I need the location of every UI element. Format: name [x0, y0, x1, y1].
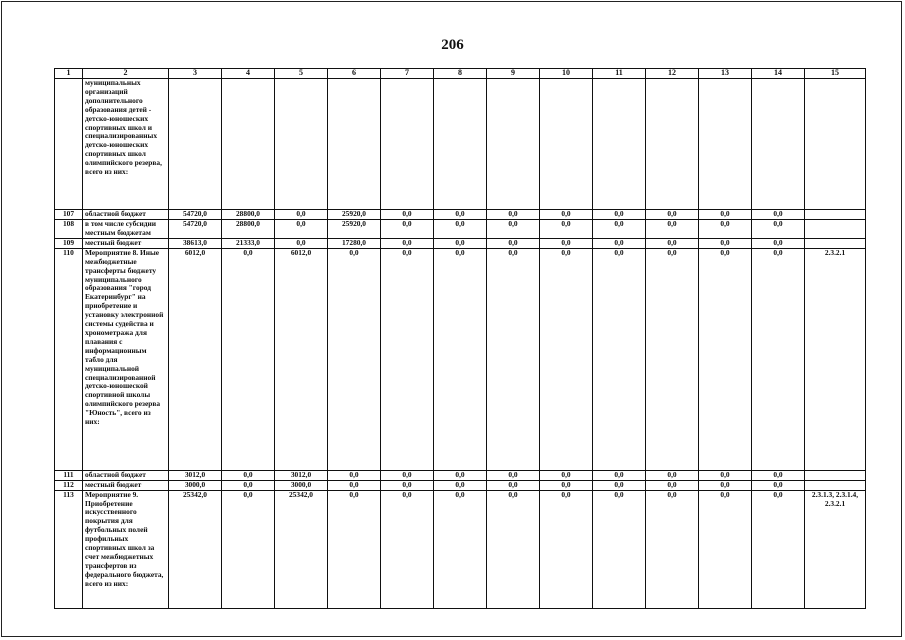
value-cell [381, 79, 434, 210]
value-cell: 0,0 [646, 470, 699, 480]
value-cell: 3000,0 [275, 480, 328, 490]
value-cell: 0,0 [646, 210, 699, 220]
col-header: 3 [169, 69, 222, 79]
row-description: местный бюджет [83, 480, 169, 490]
value-cell: 0,0 [646, 238, 699, 248]
target-indicator-cell [805, 219, 866, 238]
value-cell: 0,0 [540, 248, 593, 470]
value-cell: 0,0 [646, 490, 699, 608]
value-cell: 25920,0 [328, 210, 381, 220]
value-cell [275, 79, 328, 210]
table-row [55, 219, 866, 238]
value-cell: 0,0 [487, 480, 540, 490]
value-cell: 17280,0 [328, 238, 381, 248]
col-header: 10 [540, 69, 593, 79]
value-cell: 6012,0 [275, 248, 328, 470]
row-number: 111 [55, 470, 83, 480]
table-row [55, 238, 866, 248]
value-cell: 3012,0 [169, 470, 222, 480]
value-cell: 0,0 [593, 248, 646, 470]
value-cell: 0,0 [328, 470, 381, 480]
target-indicator-cell: 2.3.2.1 [805, 248, 866, 470]
row-description: областной бюджет [83, 210, 169, 220]
row-number [55, 79, 83, 210]
col-header: 15 [805, 69, 866, 79]
value-cell: 0,0 [487, 470, 540, 480]
value-cell: 28800,0 [222, 219, 275, 238]
value-cell: 0,0 [328, 248, 381, 470]
value-cell: 0,0 [540, 210, 593, 220]
value-cell: 0,0 [593, 490, 646, 608]
value-cell: 0,0 [699, 470, 752, 480]
value-cell: 0,0 [540, 219, 593, 238]
value-cell: 0,0 [434, 480, 487, 490]
value-cell [593, 79, 646, 210]
value-cell: 0,0 [222, 480, 275, 490]
target-indicator-cell [805, 210, 866, 220]
value-cell: 0,0 [434, 490, 487, 608]
col-header: 5 [275, 69, 328, 79]
row-number: 107 [55, 210, 83, 220]
value-cell: 0,0 [752, 470, 805, 480]
value-cell: 0,0 [752, 238, 805, 248]
table-row [55, 470, 866, 480]
value-cell: 0,0 [699, 248, 752, 470]
value-cell: 0,0 [540, 470, 593, 480]
col-header: 11 [593, 69, 646, 79]
col-header: 12 [646, 69, 699, 79]
value-cell: 0,0 [699, 238, 752, 248]
value-cell: 54720,0 [169, 219, 222, 238]
value-cell: 0,0 [646, 248, 699, 470]
value-cell: 38613,0 [169, 238, 222, 248]
value-cell: 0,0 [328, 480, 381, 490]
value-cell [222, 79, 275, 210]
value-cell [328, 79, 381, 210]
value-cell: 0,0 [540, 480, 593, 490]
row-number: 108 [55, 219, 83, 238]
value-cell: 0,0 [434, 238, 487, 248]
value-cell: 0,0 [487, 210, 540, 220]
target-indicator-cell [805, 79, 866, 210]
row-number: 112 [55, 480, 83, 490]
value-cell [487, 79, 540, 210]
col-header: 9 [487, 69, 540, 79]
col-header: 2 [83, 69, 169, 79]
value-cell: 0,0 [699, 210, 752, 220]
target-indicator-cell [805, 238, 866, 248]
value-cell: 3012,0 [275, 470, 328, 480]
row-description: областной бюджет [83, 470, 169, 480]
value-cell: 21333,0 [222, 238, 275, 248]
value-cell: 28800,0 [222, 210, 275, 220]
value-cell: 25920,0 [328, 219, 381, 238]
row-number: 109 [55, 238, 83, 248]
col-header: 1 [55, 69, 83, 79]
table-row [55, 79, 866, 210]
value-cell: 0,0 [381, 238, 434, 248]
value-cell: 0,0 [381, 490, 434, 608]
value-cell: 0,0 [593, 238, 646, 248]
value-cell: 0,0 [752, 480, 805, 490]
value-cell: 0,0 [487, 490, 540, 608]
value-cell: 0,0 [381, 480, 434, 490]
value-cell: 0,0 [434, 210, 487, 220]
value-cell: 54720,0 [169, 210, 222, 220]
row-description: муниципальных организаций дополнительного образования детей - детско-юношеских спортивных школ и специализированных детско-юношеских спортивных школ олимпийского резерва, всего из них: [83, 79, 169, 210]
value-cell: 0,0 [593, 210, 646, 220]
value-cell: 3000,0 [169, 480, 222, 490]
value-cell: 0,0 [752, 210, 805, 220]
value-cell: 6012,0 [169, 248, 222, 470]
value-cell: 0,0 [381, 219, 434, 238]
value-cell: 0,0 [434, 248, 487, 470]
value-cell: 0,0 [646, 219, 699, 238]
value-cell: 0,0 [275, 238, 328, 248]
value-cell: 0,0 [381, 470, 434, 480]
budget-table [54, 68, 866, 609]
value-cell [169, 79, 222, 210]
row-description: в том числе субсидии местным бюджетам [83, 219, 169, 238]
value-cell: 0,0 [752, 490, 805, 608]
table-row [55, 248, 866, 470]
col-header: 4 [222, 69, 275, 79]
value-cell: 0,0 [593, 480, 646, 490]
value-cell: 0,0 [699, 219, 752, 238]
col-header: 8 [434, 69, 487, 79]
value-cell [540, 79, 593, 210]
value-cell: 0,0 [434, 219, 487, 238]
table-row [55, 490, 866, 608]
value-cell: 0,0 [222, 248, 275, 470]
row-description: Мероприятие 9. Приобретение искусственного покрытия для футбольных полей профильных спортивных школ за счет межбюджетных трансфертов из федерального бюджета, всего из них: [83, 490, 169, 608]
value-cell: 0,0 [487, 219, 540, 238]
value-cell: 0,0 [487, 238, 540, 248]
value-cell: 0,0 [222, 470, 275, 480]
header-row [55, 69, 866, 79]
value-cell: 0,0 [328, 490, 381, 608]
value-cell: 0,0 [381, 248, 434, 470]
value-cell: 0,0 [275, 219, 328, 238]
page-number: 206 [441, 37, 464, 53]
col-header: 7 [381, 69, 434, 79]
row-number: 113 [55, 490, 83, 608]
target-indicator-cell [805, 470, 866, 480]
value-cell: 25342,0 [275, 490, 328, 608]
value-cell: 0,0 [222, 490, 275, 608]
row-number: 110 [55, 248, 83, 470]
col-header: 14 [752, 69, 805, 79]
table-row [55, 480, 866, 490]
col-header: 13 [699, 69, 752, 79]
value-cell: 0,0 [487, 248, 540, 470]
value-cell: 0,0 [381, 210, 434, 220]
target-indicator-cell: 2.3.1.3, 2.3.1.4, 2.3.2.1 [805, 490, 866, 608]
value-cell [699, 79, 752, 210]
value-cell: 0,0 [752, 248, 805, 470]
col-header: 6 [328, 69, 381, 79]
row-description: местный бюджет [83, 238, 169, 248]
value-cell: 0,0 [699, 490, 752, 608]
value-cell: 0,0 [593, 219, 646, 238]
value-cell: 0,0 [275, 210, 328, 220]
row-description: Мероприятие 8. Иные межбюджетные трансферты бюджету муниципального образования "город Екатеринбург" на приобретение и установку электронной системы судейства и хронометража для плавания с информационным табло для муниципальной специализированной детско-юношеской спортивной школы олимпийского резерва "Юность", всего из них: [83, 248, 169, 470]
value-cell: 25342,0 [169, 490, 222, 608]
value-cell: 0,0 [699, 480, 752, 490]
value-cell [646, 79, 699, 210]
value-cell: 0,0 [540, 490, 593, 608]
value-cell [434, 79, 487, 210]
value-cell: 0,0 [593, 470, 646, 480]
value-cell: 0,0 [752, 219, 805, 238]
value-cell: 0,0 [646, 480, 699, 490]
table-row [55, 210, 866, 220]
value-cell [752, 79, 805, 210]
value-cell: 0,0 [434, 470, 487, 480]
value-cell: 0,0 [540, 238, 593, 248]
target-indicator-cell [805, 480, 866, 490]
